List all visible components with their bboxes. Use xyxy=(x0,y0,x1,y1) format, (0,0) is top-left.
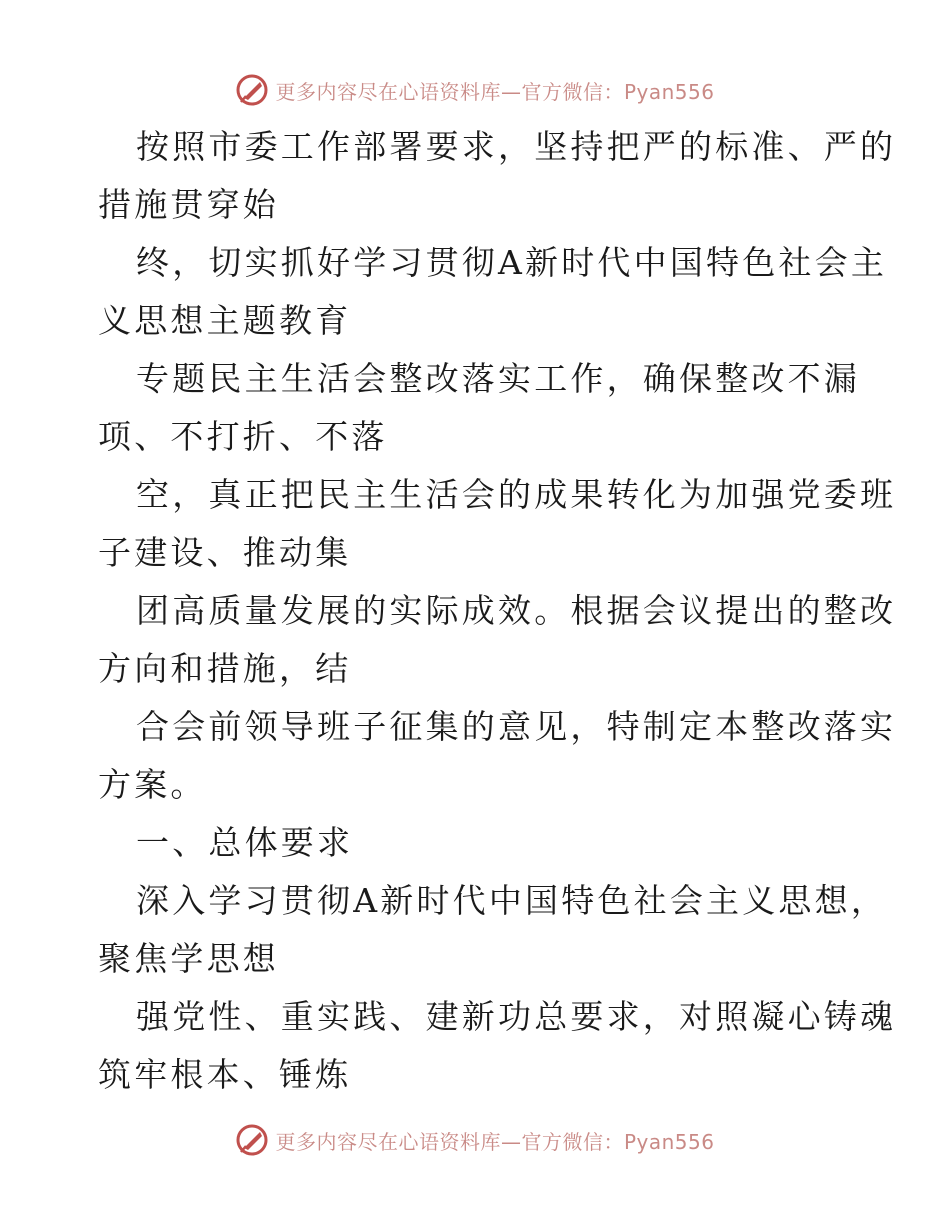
text-line: 团高质量发展的实际成效。根据会议提出的整改 xyxy=(136,591,897,630)
section-heading: 一、总体要求 xyxy=(136,823,354,862)
text-line: 措施贯穿始 xyxy=(98,185,279,224)
text-line: 深入学习贯彻A新时代中国特色社会主义思想， xyxy=(136,881,888,920)
text-line: 项、不打折、不落 xyxy=(98,417,388,456)
text-line: 专题民主生活会整改落实工作，确保整改不漏 xyxy=(136,359,860,398)
text-line: 合会前领导班子征集的意见，特制定本整改落实 xyxy=(136,707,897,746)
text-line: 按照市委工作部署要求，坚持把严的标准、严的 xyxy=(136,127,897,166)
text-line: 义思想主题教育 xyxy=(98,301,352,340)
text-line: 空，真正把民主生活会的成果转化为加强党委班 xyxy=(136,475,897,514)
watermark-text: 更多内容尽在心语资料库—官方微信：Pyan556 xyxy=(275,79,715,104)
text-line: 方案。 xyxy=(98,765,207,804)
text-line: 终，切实抓好学习贯彻A新时代中国特色社会主 xyxy=(136,243,888,282)
text-line: 聚焦学思想 xyxy=(98,939,279,978)
quill-logo-icon xyxy=(235,73,269,107)
text-line: 子建设、推动集 xyxy=(98,533,352,572)
watermark-text: 更多内容尽在心语资料库—官方微信：Pyan556 xyxy=(275,1129,715,1154)
footer-watermark xyxy=(0,1120,950,1160)
header-watermark xyxy=(0,70,950,110)
text-line: 方向和措施，结 xyxy=(98,649,352,688)
text-line: 筑牢根本、锤炼 xyxy=(98,1055,352,1094)
document-body xyxy=(98,118,897,1104)
text-line: 强党性、重实践、建新功总要求，对照凝心铸魂 xyxy=(136,997,897,1036)
quill-logo-icon xyxy=(235,1123,269,1157)
